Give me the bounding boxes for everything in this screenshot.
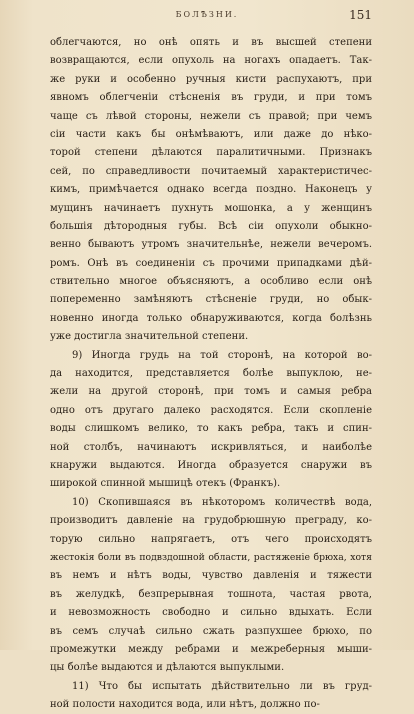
running-title: БОЛѢЗНИ. bbox=[175, 10, 239, 19]
text-line: жели на другой сторонѣ, при томъ и самыя ребра bbox=[50, 386, 372, 398]
text-line: ной столбъ, начинаютъ искривляться, и наиболѣе bbox=[50, 441, 372, 453]
text-line: возвращаются, если опухоль на ногахъ опадаетъ. Так- bbox=[50, 55, 372, 67]
text-line: ромъ. Онѣ въ соединеніи съ прочими припадками дѣй- bbox=[50, 257, 372, 269]
text-line: чаще съ лѣвой стороны, нежели съ правой; при чемъ bbox=[50, 110, 372, 122]
text-line: ной полости находится вода, или нѣтъ, должно по- bbox=[50, 699, 320, 711]
text-line: кнаружи выдаются. Иногда образуется снаружи въ bbox=[50, 459, 372, 471]
text-line: попеременно замѣняютъ стѣсненіе груди, но обык- bbox=[50, 294, 372, 306]
text-line: явномъ облегченіи стѣсненія въ груди, и при томъ bbox=[50, 92, 372, 104]
text-line: кимъ, примѣчается однако всегда поздно. Наконецъ у bbox=[50, 184, 372, 196]
page-body-text bbox=[50, 34, 372, 714]
text-line: цы болѣе выдаются и дѣлаются выпуклыми. bbox=[50, 662, 285, 674]
text-line: жестокія боли въ подвздошной области, растяженіе брюха, хотя bbox=[50, 551, 372, 563]
text-line: воды слишкомъ велико, то какъ ребра, такъ и спин- bbox=[50, 423, 372, 435]
text-line: сей, по справедливости почитаемый характеристичес- bbox=[50, 165, 372, 177]
text-line: уже достигла значительной степени. bbox=[50, 331, 249, 343]
text-line: въ семъ случаѣ сильно сжать разпухшее брюхо, по bbox=[50, 625, 372, 637]
text-line: торую сильно напрягаетъ, отъ чего происходятъ bbox=[50, 533, 372, 545]
text-line: 10) Скопившаяся въ нѣкоторомъ количествѣ вода, bbox=[72, 496, 372, 508]
text-line: широкой спинной мышицѣ отекъ (Франкъ). bbox=[50, 478, 281, 490]
page-header bbox=[0, 10, 414, 26]
text-line: новенно иногда только обнаруживаются, когда болѣзнь bbox=[50, 312, 372, 324]
page-number: 151 bbox=[349, 8, 372, 22]
text-line: въ немъ и нѣтъ воды, чувство давленія и тяжести bbox=[50, 570, 372, 582]
text-line: и невозможность свободно и сильно вдыхать. Если bbox=[50, 607, 372, 619]
text-line: облегчаются, но онѣ опять и въ высшей степени bbox=[50, 37, 372, 48]
text-line: торой степени дѣлаются паралитичными. Признакъ bbox=[50, 147, 372, 159]
text-line: большія дѣтородныя губы. Всѣ сіи опухоли обыкно- bbox=[50, 220, 372, 232]
text-line: производитъ давленіе на грудобрюшную преграду, ко- bbox=[50, 515, 372, 527]
text-line: ствительно многое объясняютъ, а особливо если онѣ bbox=[50, 276, 372, 288]
text-line: сіи части какъ бы онѣмѣваютъ, или даже до нѣко- bbox=[50, 128, 372, 140]
text-line: одно отъ другаго далеко расходятся. Если скопленіе bbox=[50, 404, 372, 416]
text-line: да находится, представляется болѣе выпуклою, не- bbox=[50, 368, 372, 380]
text-line: венно бываютъ утромъ значительнѣе, нежели вечеромъ. bbox=[50, 239, 372, 251]
text-line: промежутки между ребрами и межреберныя мыши- bbox=[50, 643, 372, 655]
text-line: 9) Иногда грудь на той сторонѣ, на которой во- bbox=[72, 349, 372, 361]
text-line: мущинъ начинаетъ пухнуть мошонка, а у женщинъ bbox=[50, 202, 372, 214]
text-line: же руки и особенно ручныя кисти распухаютъ, при bbox=[50, 73, 372, 85]
text-line: 11) Что бы испытать дѣйствительно ли въ груд- bbox=[72, 680, 372, 692]
text-line: въ желудкѣ, безпрерывная тошнота, частая рвота, bbox=[50, 588, 372, 600]
